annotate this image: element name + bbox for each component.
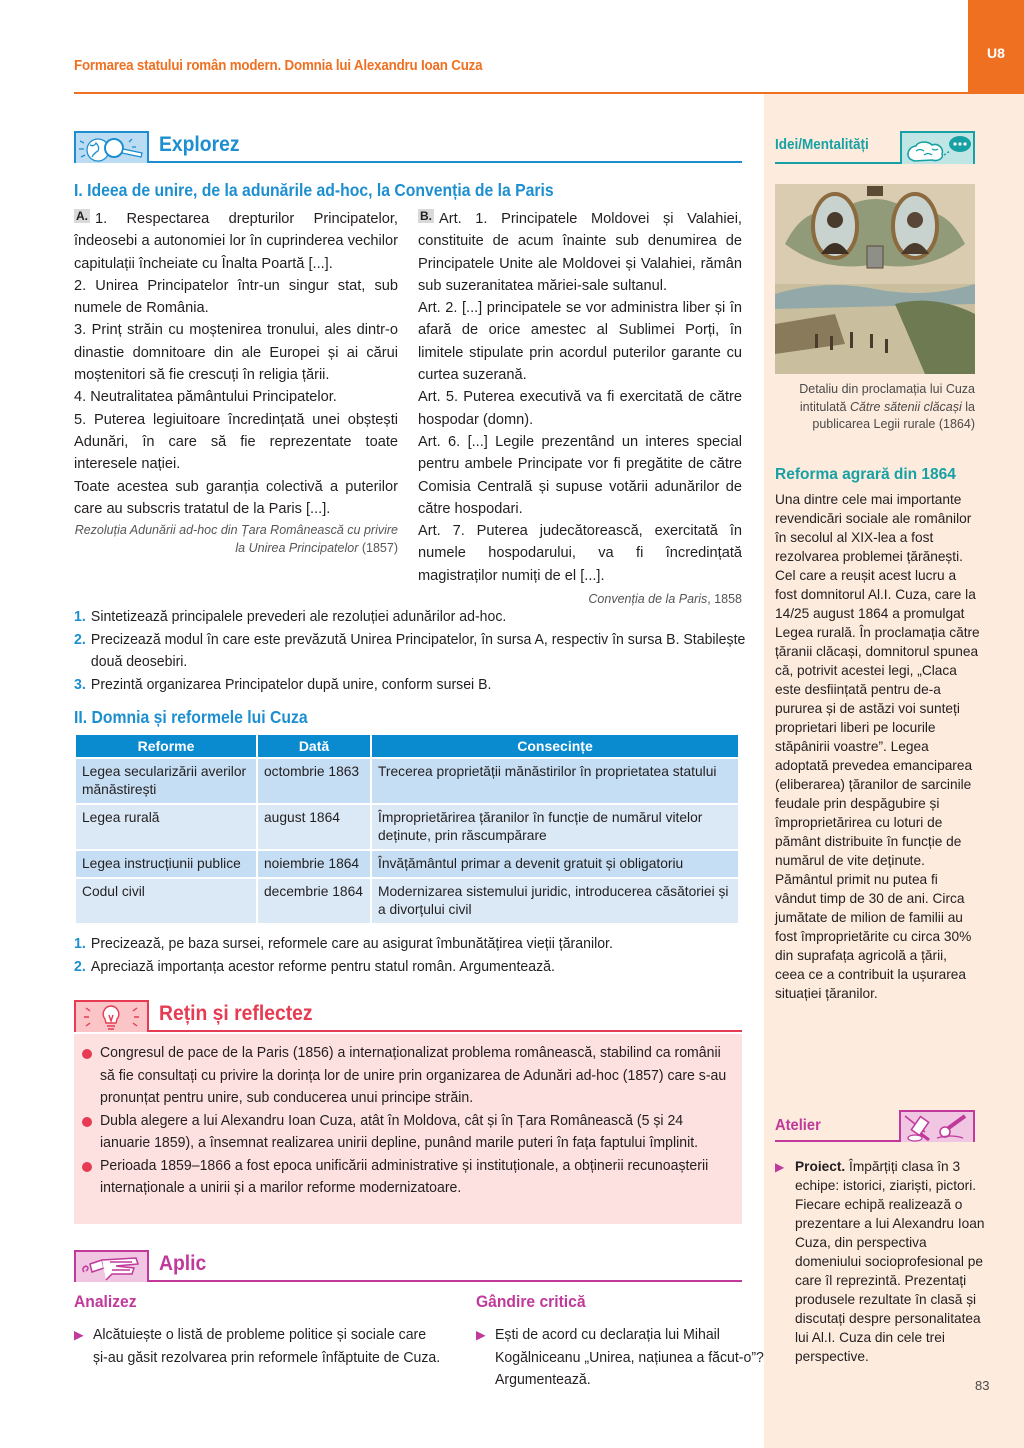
- triangle-bullet-icon: ▶: [476, 1328, 486, 1342]
- question-item: [74, 629, 751, 674]
- column-header: Dată: [258, 735, 370, 757]
- atelier-header: [775, 1110, 975, 1142]
- source-a-item: 4. Neutralitatea pământului Principatelor.: [74, 389, 337, 406]
- bullet-dot-icon: [82, 1162, 92, 1172]
- source-a-item: Toate acestea sub garanția colectivă a puterilor care au subscris tratatul de la Paris [...].: [74, 478, 398, 517]
- source-b-item: Art. 6. [...] Legile prezentând un interes special pentru ambele Principate vor fi pregătite de către Comisia Centrală și supuse votării adunărilor de către hospodari.: [418, 433, 742, 517]
- task-text: Alcătuiește o listă de probleme politice și sociale care și-au găsit rezolvarea prin reformele înfăptuite de Cuza.: [93, 1326, 441, 1366]
- section1-title: I. Ideea de unire, de la adunările ad-hoc, la Convenția de la Paris: [74, 180, 554, 200]
- table-cell: Legea secularizării averilor mănăstirești: [76, 759, 256, 803]
- column-header: Reforme: [76, 735, 256, 757]
- source-b: [418, 208, 742, 609]
- table-cell: noiembrie 1864: [258, 851, 370, 877]
- question-item: [74, 956, 751, 979]
- unit-tab: U8: [968, 0, 1024, 94]
- explorez-header: [74, 131, 742, 163]
- question-number: 3.: [74, 675, 86, 693]
- table-cell: Învățământul primar a devenit gratuit și obligatoriu: [372, 851, 738, 877]
- bullet-dot-icon: [82, 1049, 92, 1059]
- caption-text-end: la publicarea Legii rurale (1864): [812, 399, 975, 431]
- reform-text: Una dintre cele mai importante revendicări sociale ale românilor în secolul al XIX-lea a fost rezolvarea problemei țărănești. Cel care a reușit acest lucru a fost domnitorul Al.I. Cuza, care la 14/25 august 1864 a promulgat Legea rurală. În proclamația către țăranii clăcași, domnitorul spunea că, potrivit acestei legi, „Claca este desființată pentru de-a pururea și de astăzi voi sunteți proprietari liberi pe locurile stăpânirii voastre”. Legea adoptată prevedea emanciparea (eliberarea) țăranilor de sarcinile feudale prin despăgubire și împroprietărirea cu loturi de pământ distribuite în funcție de numărul de vite deținute. Pământul primit nu putea fi vândut timp de 30 de ani. Circa jumătate de milion de familii au fost împroprietărite cu circa 30% din suprafața agricolă a țării, ceea ce a contribuit la ușurarea situației țăranilor.: [775, 492, 980, 1001]
- hand-writing-icon: [74, 1250, 149, 1282]
- table-header-row: [76, 735, 738, 757]
- lightbulb-icon: [74, 1000, 149, 1032]
- table-row: [76, 759, 738, 803]
- retin-title: Rețin și reflectez: [159, 1002, 313, 1025]
- questions-section2: [74, 933, 754, 978]
- question-text: Apreciază importanța acestor reforme pentru statul român. Argumentează.: [90, 957, 555, 975]
- analizez-title: Analizez: [74, 1292, 137, 1311]
- source-b-item: Art. 7. Puterea judecătorească, exercitată în numele hospodarului, va fi încredințată magistraților numiți de el [...].: [418, 523, 742, 584]
- aplic-header: [74, 1250, 742, 1282]
- column-header: Consecințe: [372, 735, 738, 757]
- brain-speech-bubble-icon: [900, 131, 975, 164]
- table-cell: Legea rurală: [76, 805, 256, 849]
- gandire-critica-task: [476, 1324, 764, 1392]
- ideas-header: [775, 131, 975, 164]
- table-cell: Legea instrucțiunii publice: [76, 851, 256, 877]
- atelier-title: Atelier: [775, 1117, 821, 1134]
- source-a-citation: [74, 522, 398, 557]
- summary-bullet: [100, 1110, 728, 1155]
- section2-title: II. Domnia și reformele lui Cuza: [74, 707, 308, 727]
- table-cell: octombrie 1863: [258, 759, 370, 803]
- citation-year: , 1858: [707, 592, 742, 607]
- question-number: 2.: [74, 957, 86, 975]
- question-text: Prezintă organizarea Principatelor după unire, conform sursei B.: [90, 675, 492, 693]
- table-cell: august 1864: [258, 805, 370, 849]
- question-item: [74, 933, 751, 956]
- cuza-proclamation-image: [775, 184, 975, 374]
- paint-tools-icon: [899, 1110, 975, 1142]
- chapter-title: Formarea statului român modern. Domnia lui Alexandru Ioan Cuza: [74, 58, 483, 74]
- source-a-item: 2. Unirea Principatelor într-un singur stat, sub numele de România.: [74, 277, 398, 317]
- atelier-project: [775, 1157, 985, 1366]
- table-cell: decembrie 1864: [258, 879, 370, 923]
- bullet-text: Congresul de pace de la Paris (1856) a internaționalizat problema românească, stabilind ca românii să fie consultați cu privire la dorința lor de unire prin organizarea de Adunări ad-hoc (1857) care s-au pronunțat pentru unire, sub conducerea unui principe străin.: [100, 1044, 727, 1106]
- globe-magnifier-icon: [74, 131, 149, 163]
- question-item: [74, 606, 751, 629]
- table-cell: Codul civil: [76, 879, 256, 923]
- retin-header: [74, 1000, 742, 1032]
- citation-title: Convenția de la Paris: [588, 592, 708, 607]
- question-number: 1.: [74, 935, 86, 952]
- table-cell: Împroprietărirea țăranilor în funcție de numărul vitelor deținute, prin răscumpărare: [372, 805, 738, 849]
- question-text: Precizează, pe baza sursei, reformele care au asigurat îmbunătățirea vieții țăranilor.: [90, 935, 613, 952]
- source-a-item: 3. Prinț străin cu moștenirea tronului, ales dintr-o dinastie domnitoare din ale Europei și ai cărui moștenitori să fie crescuți în religia țării.: [74, 322, 398, 384]
- summary-bullet: [100, 1042, 728, 1110]
- source-a: [74, 208, 398, 557]
- source-b-badge: B.: [420, 209, 432, 223]
- table-row: [76, 805, 738, 849]
- retin-summary: [74, 1034, 742, 1224]
- table-cell: Trecerea proprietății mănăstirilor în proprietatea statului: [372, 759, 738, 803]
- bullet-dot-icon: [82, 1117, 92, 1127]
- source-b-item: [418, 208, 742, 297]
- triangle-bullet-icon: ▶: [775, 1160, 785, 1174]
- project-lead: Proiect.: [795, 1159, 846, 1174]
- ideas-title: Idei/Mentalități: [775, 136, 869, 153]
- question-number: 1.: [74, 608, 86, 625]
- caption-italic-title: Către sătenii clăcași: [849, 399, 962, 414]
- reform-subtitle: Reforma agrară din 1864: [775, 466, 956, 483]
- analizez-task: [74, 1324, 454, 1369]
- image-caption: [775, 381, 975, 434]
- gandire-critica-title: Gândire critică: [476, 1292, 586, 1311]
- question-text: Precizează modul în care este prevăzută Unirea Principatelor, în sursa A, respectiv în sursa B. Stabilește două deosebiri.: [90, 630, 746, 670]
- table-row: [76, 851, 738, 877]
- project-text: Împărțiți clasa în 3 echipe: istorici, ziariști, pictori. Fiecare echipă realizează o prezentare a lui Alexandru Ioan Cuza, din perspectiva domeniului socioprofesional pe care îl reprezintă. Prezentați produsele rezultate în clasă și discutați despre personalitatea lui Al.I. Cuza din cele trei perspective.: [795, 1159, 985, 1364]
- question-text: Sintetizează principalele prevederi ale rezoluției adunărilor ad-hoc.: [90, 608, 507, 625]
- task-text: Ești de acord cu declarația lui Mihail Kogălniceanu „Unirea, națiunea a făcut-o”? Argumentează.: [495, 1326, 764, 1388]
- analizez-block: [74, 1292, 454, 1369]
- source-b-item: Art. 5. Puterea executivă va fi exercitată de către hospodar (domn).: [418, 389, 742, 428]
- source-a-text: 1. Respectarea drepturilor Principatelor, îndeosebi a autonomiei lor în cuprinderea vechilor capitulații încheiate cu Înalta Poartă [...].: [74, 211, 398, 272]
- citation-year: (1857): [361, 540, 398, 555]
- reforms-table: [74, 733, 740, 925]
- caption-text: Detaliu din proclamația lui Cuza intitulată: [799, 382, 975, 414]
- summary-bullet: [100, 1155, 728, 1200]
- page-number: 83: [975, 1378, 990, 1393]
- source-a-item: 5. Puterea legiuitoare încredințată unei obștești Adunări, în care să fie reprezentate toate interesele nației.: [74, 411, 398, 473]
- explorez-title: Explorez: [159, 133, 240, 156]
- question-item: [74, 674, 751, 697]
- citation-title: Rezoluția Adunării ad-hoc din Țara Românească cu privire la Unirea Principatelor: [74, 523, 398, 555]
- triangle-bullet-icon: ▶: [74, 1328, 84, 1342]
- gandire-critica-block: [476, 1292, 764, 1392]
- questions-section1: [74, 606, 754, 696]
- table-row: [76, 879, 738, 923]
- source-a-badge: A.: [76, 209, 88, 223]
- source-b-item: Art. 2. [...] principatele se vor administra liber și în afară de orice amestec al Sublimei Porți, în limitele stipulate prin acordul puterilor garante cu curtea suzerană.: [418, 300, 742, 384]
- source-b-text: Art. 1. Principatele Moldovei și Valahiei, constituite de acum înainte sub denumirea de Principatele Unite ale Moldovei și Valahiei, rămân sub suzeranitatea măriei-sale sultanul.: [418, 211, 742, 294]
- bullet-text: Perioada 1859–1866 a fost epoca unificării administrative și instituționale, a obținerii recunoașterii internaționale a unirii și a marilor reforme modernizatoare.: [100, 1156, 709, 1196]
- source-a-item: [74, 208, 398, 275]
- table-cell: Modernizarea sistemului juridic, introducerea căsătoriei și a divorțului civil: [372, 879, 738, 923]
- aplic-title: Aplic: [159, 1252, 207, 1275]
- bullet-text: Dubla alegere a lui Alexandru Ioan Cuza, atât în Moldova, cât și în Țara Românească (5 și 24 ianuarie 1859), a însemnat realizarea unirii depline, punând marile puteri în fața faptului împlinit.: [100, 1111, 699, 1151]
- question-number: 2.: [74, 630, 86, 648]
